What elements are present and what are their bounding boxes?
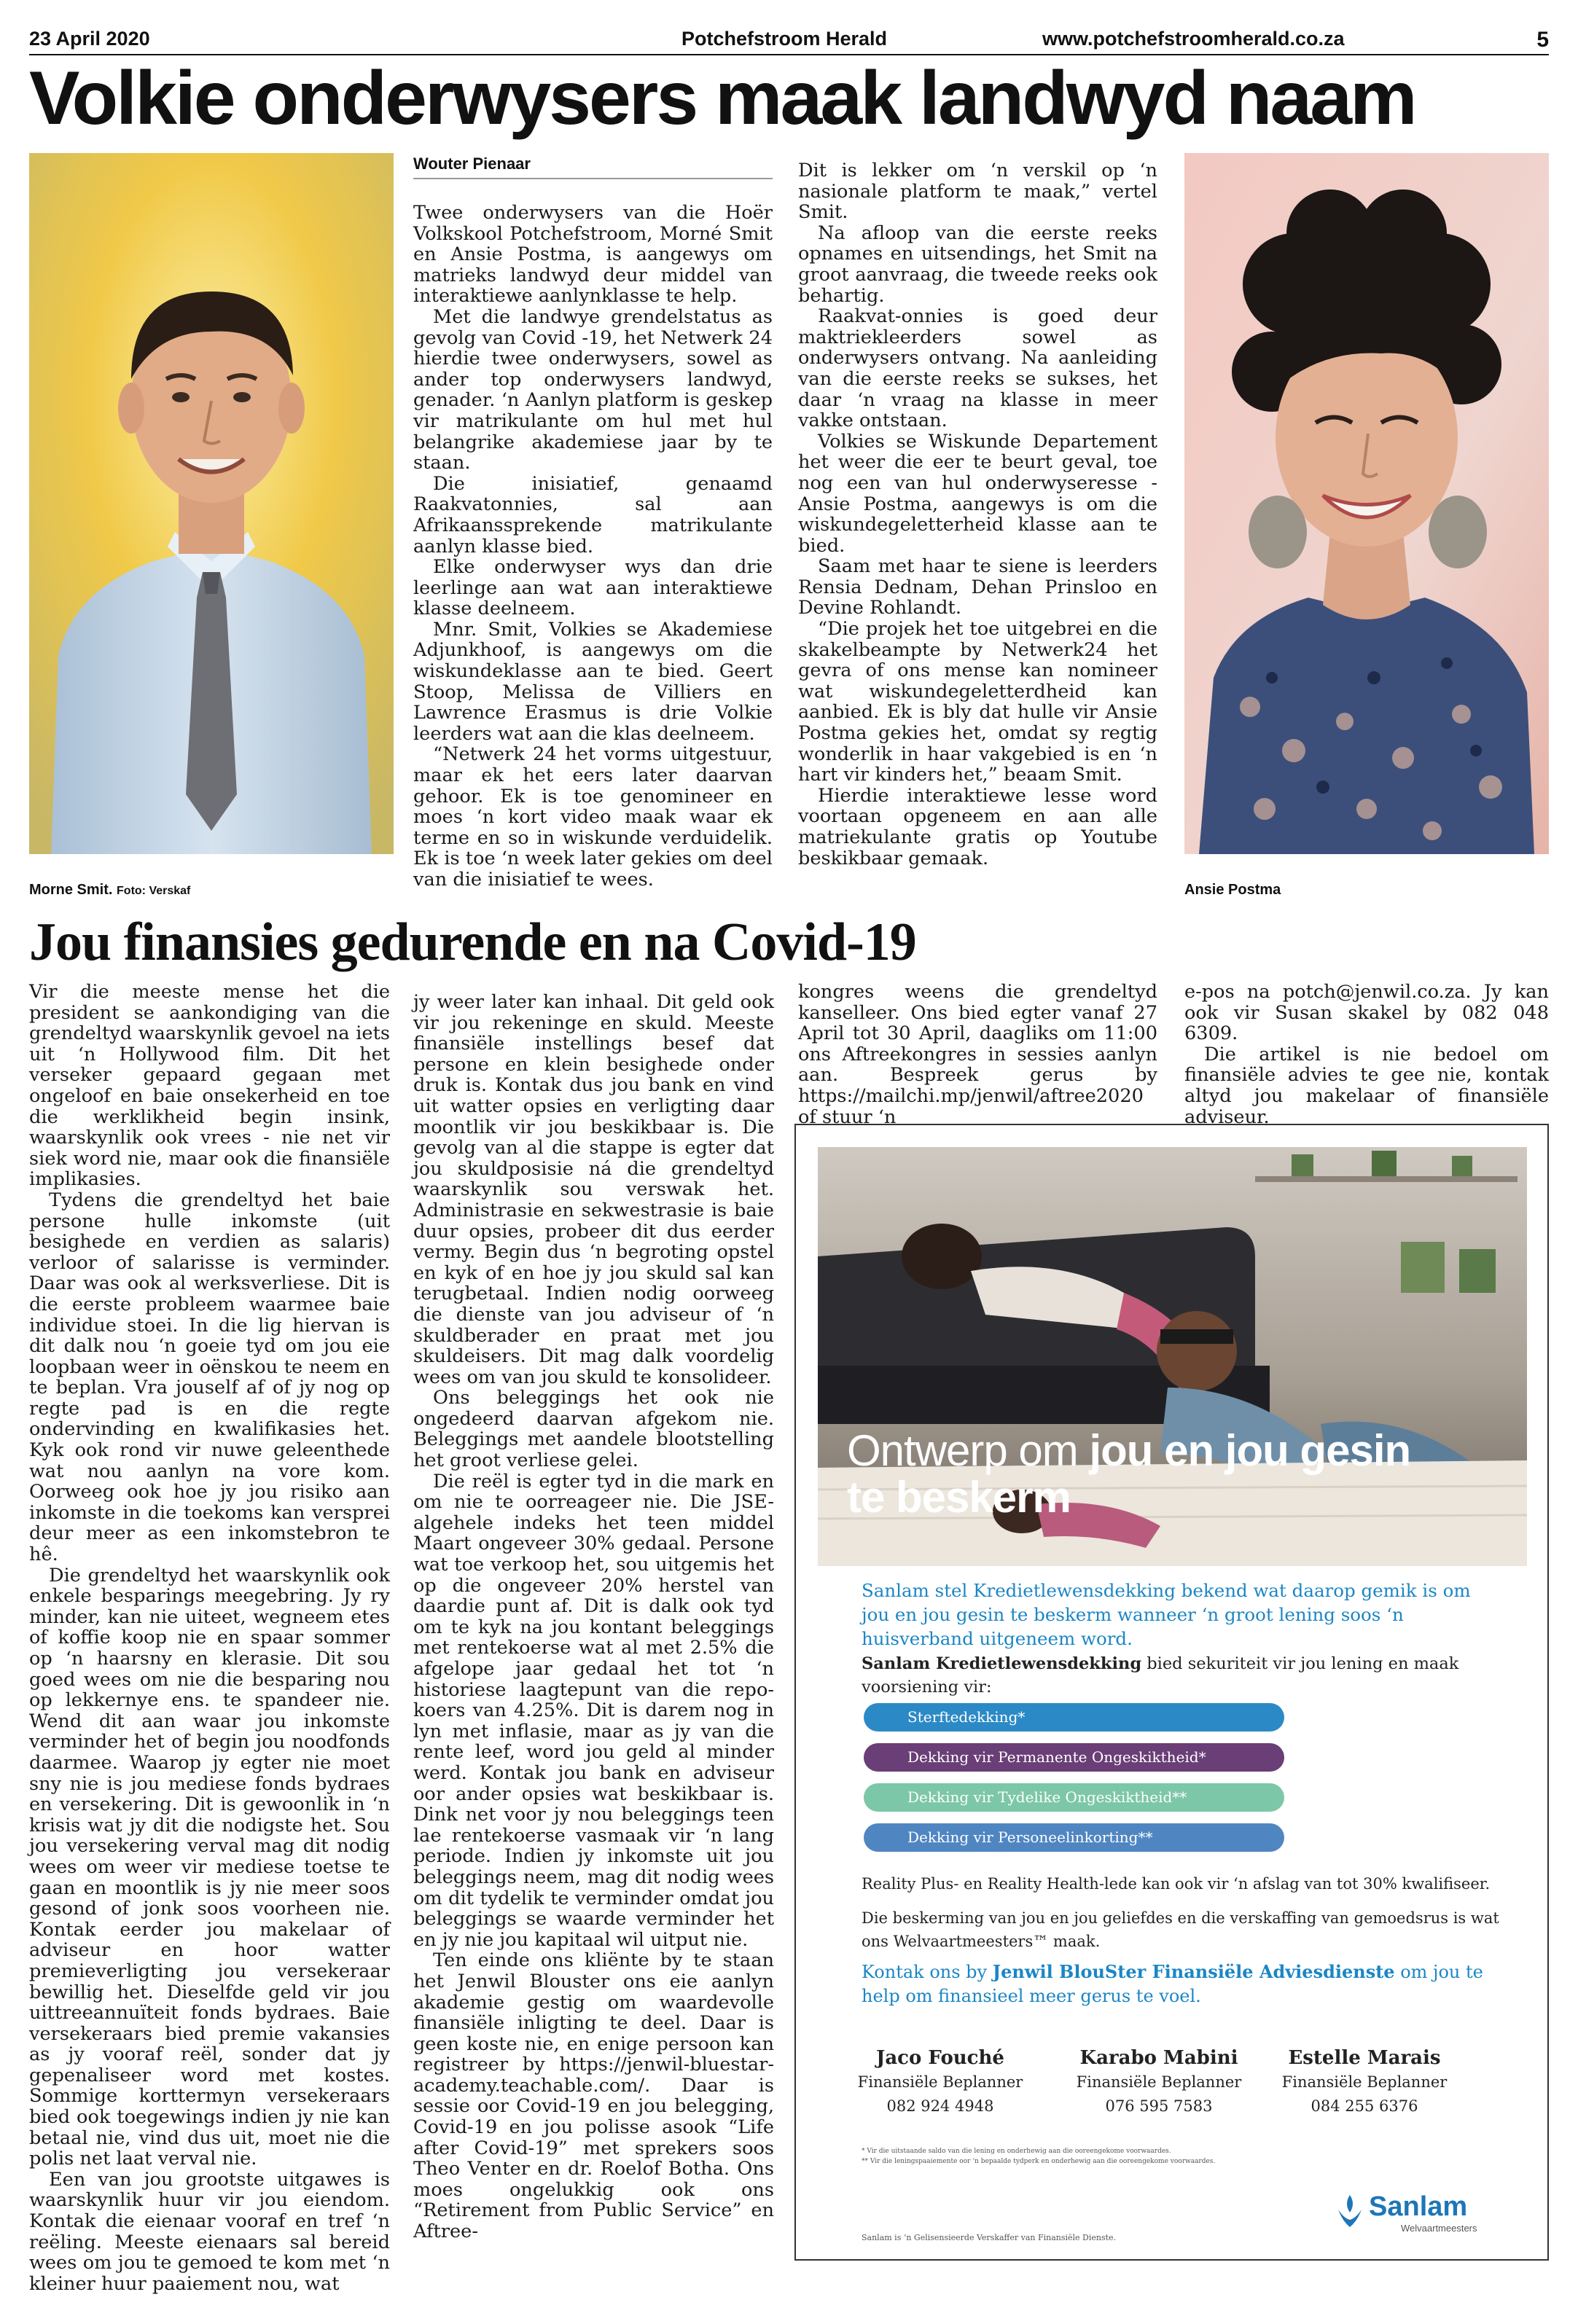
- tagline-highlight: jou en jou gesin: [1089, 1426, 1411, 1475]
- article2-headline: Jou finansies gedurende en na Covid-19: [29, 912, 916, 972]
- caption-name: Morne Smit.: [29, 882, 113, 898]
- tagline-part: te beskerm: [847, 1473, 1071, 1522]
- paragraph: Ten einde ons kliënte by te staan het Jenwil Blouster ons eie aanlyn akademie gestig om waardevolle finansiële inligting te deel. Daar is geen koste nie, en enige persoon kan registreer by https://jenwil-bluestar-academy.teachable.com/. Daar is sessie oor Covid-19 en jou belegging, Covid-19 en jou polisse asook “Life after Covid-19” met sprekers soos Theo Venter en dr. Roelof Botha. Ons moes ongelukkig ook ons “Retirement from Public Service” en Aftree-: [413, 1949, 774, 2243]
- product-name: Sanlam Kredietlewensdekking: [862, 1654, 1142, 1673]
- fine-print: ** Vir die leningspaaiemente oor ‘n bepaalde tydperk en onderhewig aan die ooreengekome voorwaardes.: [862, 2158, 1216, 2165]
- paragraph: jy weer later kan inhaal. Dit geld ook vir jou rekeninge en skuld. Meeste finansiële instellings besef dat persone en klein besighede onder druk is. Kontak dus jou bank en vind uit watter opsies en verligting daar moontlik vir jou beskikbaar is. Die gevolg van al die stappe is egter dat jou skuldposisie ná die grendeltyd waarskynlik sou verswak het. Administrasie en sekwestrasie is baie duur opsies, probeer dit dus eerder vermy. Begin dus ‘n begroting opstel en kyk of en hoe jy jou skuld sal kan terugbetaal. Indien nodig oorweeg die dienste van jou adviseur of ‘n skuldberader en praat met jou skuldeisers. Dit mag dalk voordelig wees om van jou skuld te konsolideer.: [413, 991, 774, 1388]
- paragraph: Na afloop van die eerste reeks opnames en uitsendings, het Smit na groot aanvraag, die tweede reeks ook behartig.: [798, 222, 1157, 307]
- article2-column-1: [29, 982, 390, 2294]
- contact-phone[interactable]: 076 595 7583: [1105, 2097, 1213, 2115]
- paragraph: “Die projek het toe uitgebrei en die skakelbeampte by Netwerk24 het gevra of ons mense kan nomineer wat wiskundegeletterdheid kan aanbied. Ek is bly dat hulle vir Ansie Postma gekies het, omdat sy regtig wonderlik in haar vakgebied is en ‘n hart vir kinders het,” beaam Smit.: [798, 618, 1157, 786]
- cta-company: Jenwil BlouSter Finansiële Adviesdienste: [992, 1961, 1395, 1982]
- paragraph: Dit is lekker om ‘n verskil op ‘n nasionale platform te maak,” vertel Smit.: [798, 160, 1157, 224]
- paragraph: Saam met haar te siene is leerders Rensia Dednam, Dehan Prinsloo en Devine Rohlandt.: [798, 555, 1157, 619]
- intro-text: bied sekuriteit vir jou lening en maak voorsiening vir:: [862, 1654, 1459, 1697]
- paragraph: Die artikel is nie bedoel om finansiële advies te gee nie, kontak altyd jou makelaar of finansiële adviseur.: [1184, 1043, 1549, 1128]
- paragraph: Met die landwye grendelstatus as gevolg van Covid -19, het Netwerk 24 hierdie twee onderwysers, sowel as ander top onderwysers landwyd, genader. ‘n Aanlyn platform is geskep vir matrikulante om hul met hul belangrike akademiese jaar by te staan.: [413, 305, 773, 474]
- contact-phone[interactable]: 082 924 4948: [886, 2097, 994, 2115]
- advert-family-photo: [818, 1147, 1527, 1566]
- paragraph: Twee onderwysers van die Hoër Volkskool Potchefstroom, Morné Smit en Ansie Postma, is aangewys om matrieks landwyd deur middel van interaktiewe aanlynklasse te help.: [413, 202, 773, 308]
- paragraph: Een van jou grootste uitgawes is waarskynlik huur vir jou eiendom. Kontak die eienaar vooraf en tref ‘n reëling. Meeste eienaars sal bereid wees om jou te gemoed te kom met ‘n kleiner huur paaiement nou, wat: [29, 2168, 390, 2295]
- paragraph: “Netwerk 24 het vorms uitgestuur, maar ek het eers later daarvan gehoor. Ek is toe genomineer en moes ‘n kort video maak waar ek terme en so in wiskunde verduidelik. Ek is toe ‘n week later gekies om deel van die inisiatief te wees.: [413, 743, 773, 891]
- sanlam-advert[interactable]: [794, 1124, 1549, 2261]
- article2-column-4: [1184, 982, 1549, 1127]
- contact-name: Karabo Mabini: [1079, 2047, 1238, 2069]
- logo-sub: Welvaartmeesters: [1401, 2223, 1477, 2234]
- welvaart-text: Die beskerming van jou en jou geliefdes en die verskaffing van gemoedsrus is wat ons Welvaartmeesters™ maak.: [862, 1909, 1499, 1950]
- benefit-pill: Dekking vir Tydelike Ongeskiktheid**: [864, 1783, 1284, 1812]
- benefit-pill: Sterftedekking*: [864, 1703, 1284, 1732]
- page-number: 5: [1536, 28, 1549, 52]
- article1-column-1: [413, 203, 773, 891]
- paragraph: Die grendeltyd het waarskynlik ook enkele besparings meegebring. Jy ry minder, kan nie uiteet, wegneem etes of koffie koop nie en spaar sommer op ‘n haarsny en klerasie. Dit sou goed wees om nie die besparing nou op lekkernye ens. te spandeer nie. Wend dit aan waar jou inkomste verminder het of begin jou noodfonds daarmee. Waarop jy egter nie moet sny nie is jou mediese fonds bydraes en versekering. Dit is gewoonlik in ‘n krisis wat jy dit die nodigste het. Sou jou versekering verval mag dit nodig wees om weer vir mediese toetse te gaan en moontlik is jy nie meer soos gesond of jonk soos voorheen nie. Kontak eerder jou makelaar of adviseur en hoor watter premieverligting jou versekeraar bewillig het. Dieselfde geld vir jou uittreeannuïteit fonds bydraes. Baie versekeraars bied premie vakansies as jy vooraf reël, sonder dat jy gepenaliseer word met kostes. Sommige korttermyn versekeraars bied ook toegewings indien jy nie kan betaal nie, vind dus uit, moet nie die polis net laat verval nie.: [29, 1564, 390, 2170]
- morne-smit-photo: [29, 153, 394, 854]
- advert-intro: [862, 1652, 1503, 1699]
- contact-card[interactable]: [1255, 2046, 1474, 2118]
- paragraph: Die inisiatief, genaamd Raakvatonnies, sal aan Afrikaanssprekende matrikulante aanlyn klasse bied.: [413, 472, 773, 557]
- logo-name: Sanlam: [1369, 2191, 1468, 2222]
- header-rule: [29, 54, 1549, 55]
- paragraph: Volkies se Wiskunde Departement het weer die eer te beurt geval, toe nog een van hul onderwyseresse - Ansie Postma, aangewys is om die wiskundegeletterheid klasse aan te bied.: [798, 430, 1157, 557]
- advert-footer: Sanlam is ‘n Gelisensieerde Verskaffer van Finansiële Dienste.: [862, 2233, 1117, 2242]
- article1-column-2: [798, 160, 1157, 869]
- paragraph: Hierdie interaktiewe lesse word voortaan opgeneem en aan alle matriekulante gratis op Youtube beskikbaar gemaak.: [798, 784, 1157, 869]
- paragraph: Die reël is egter tyd in die mark en om nie te oorreageer nie. Die JSE-algehele indeks het teen middel Maart ongeveer 30% gedaal. Persone wat toe verkoop het, sou uitgemis het op die ongeveer 20% herstel van daardie punt af. Dit is dalk ook tyd om te kyk na jou kontant beleggings met rentekoerse wat al met 2.5% die afgelope jaar gedaal het tot ‘n historiese laagtepunt van die repo-koers van 4.25%. Dit is darem nog in lyn met inflasie, maar as jy van die rente leef, word jou geld al minder werd. Kontak jou bank en adviseur oor ander opsies wat beskikbaar is. Dink net voor jy nou beleggings teen lae rentekoerse vasmaak vir ‘n lang periode. Indien jy inkomste uit jou beleggings neem, mag dit nodig wees om dit tydelik te verminder omdat jou beleggings se waarde verminder het en jy nie jou kapitaal wil uitput nie.: [413, 1470, 774, 1951]
- paragraph: Elke onderwyser wys dan drie leerlinge aan wat aan interaktiewe klasse deelneem.: [413, 556, 773, 620]
- newspaper-name: Potchefstroom Herald: [681, 28, 888, 50]
- contact-card[interactable]: [1050, 2046, 1268, 2118]
- contact-role: Finansiële Beplanner: [1281, 2073, 1448, 2091]
- fine-print: * Vir die uitstaande saldo van die lening en onderhewig aan die ooreengekome voorwaardes.: [862, 2148, 1171, 2155]
- page-header: [29, 28, 1549, 57]
- contact-card[interactable]: [831, 2046, 1050, 2118]
- paragraph: Raakvat-onnies is goed deur maktriekleerders sowel as onderwysers ontvang. Na aanleiding van die eerste reeks se sukses, het daar ‘n vraag na klasse in meer vakke ontstaan.: [798, 305, 1157, 432]
- advert-lead: Sanlam stel Kredietlewensdekking bekend wat daarop gemik is om jou en jou gesin te beskerm wanneer ‘n groot lening soos ‘n huisverband uitgeneem word.: [862, 1580, 1471, 1649]
- benefit-pill: Dekking vir Personeelinkorting**: [864, 1823, 1284, 1852]
- tagline-part: Ontwerp om: [847, 1426, 1090, 1475]
- article2-column-2: [413, 992, 774, 2242]
- cta-text: om jou te help om finansieel meer gerus te voel.: [862, 1962, 1483, 2006]
- newspaper-website[interactable]: www.potchefstroomherald.co.za: [1042, 28, 1345, 50]
- advert-cta: [862, 1960, 1503, 2008]
- benefit-pill: Dekking vir Permanente Ongeskiktheid*: [864, 1743, 1284, 1772]
- morne-smit-caption: [29, 882, 394, 899]
- paragraph: Vir die meeste mense het die president se aankondiging van die grendeltyd waarskynlik gevoel na iets uit ‘n Hollywood film. Dit het verseker gepaard gegaan met ongeloof en baie onsekerheid en toe die werklikheid begin insink, waarskynlik ook vrees - nie net vir siek word nie, maar ook die finansiële implikasies.: [29, 981, 390, 1191]
- paragraph: Tydens die grendeltyd het baie persone hulle inkomste (uit besighede en verdien as salaris) verloor of salarisse is verminder. Daar was ook al werksverliese. Dit is die eerste probleem waarmee baie individue stoei. In die lig hiervan is dit dalk nou ‘n goeie tyd om jou eie loopbaan weer in oënskou te neem en te beplan. Vra jouself af of jy nog op regte pad is en die regte ondervinding en kwalifikasies het. Kyk ook rond vir nuwe geleenthede wat nou aanlyn na vore kom. Oorweeg ook hoe jy jou risiko aan inkomste in die toekoms kan versprei deur meer as een inkomstebron te hê.: [29, 1189, 390, 1566]
- contact-phone[interactable]: 084 255 6376: [1311, 2097, 1418, 2115]
- contact-role: Finansiële Beplanner: [1076, 2073, 1242, 2091]
- paragraph: Ons beleggings het ook nie ongedeerd daarvan afgekom nie. Beleggings met aandele blootstelling het groot verliese gelei.: [413, 1387, 774, 1472]
- sanlam-anchor-icon: [1335, 2194, 1364, 2230]
- paragraph: kongres weens die grendeltyd kanselleer. Ons bied egter vanaf 27 April tot 30 April, daagliks om 11:00 ons Aftreekongres in sessies aanlyn aan. Bespreek gerus by https://mailchi.mp/jenwil/aftree2020 of stuur ‘n: [798, 981, 1157, 1128]
- ansie-postma-photo: [1184, 153, 1549, 854]
- paragraph: e-pos na potch@jenwil.co.za. Jy kan ook vir Susan skakel by 082 048 6309.: [1184, 981, 1549, 1045]
- ansie-postma-caption: Ansie Postma: [1184, 882, 1281, 898]
- contact-name: Jaco Fouché: [876, 2047, 1004, 2069]
- article1-byline: Wouter Pienaar: [413, 154, 773, 179]
- contact-name: Estelle Marais: [1288, 2047, 1441, 2069]
- issue-date: 23 April 2020: [29, 28, 150, 50]
- cta-text: Kontak ons by: [862, 1962, 993, 1982]
- paragraph: Mnr. Smit, Volkies se Akademiese Adjunkhoof, is aangewys om die wiskundeklasse aan te bied. Geert Stoop, Melissa de Villiers en Lawrence Erasmus is drie Volkie leerders wat aan die klas deelneem.: [413, 618, 773, 745]
- reality-offer: Reality Plus- en Reality Health-lede kan ook vir ‘n afslag van tot 30% kwalifiseer.: [862, 1875, 1491, 1893]
- article1-headline: Volkie onderwysers maak landwyd naam: [29, 56, 1415, 141]
- sanlam-logo: [1335, 2189, 1503, 2240]
- advert-tagline: [847, 1428, 1503, 1521]
- caption-credit: Foto: Verskaf: [117, 885, 191, 897]
- contact-role: Finansiële Beplanner: [857, 2073, 1023, 2091]
- article2-column-3: [798, 982, 1157, 1127]
